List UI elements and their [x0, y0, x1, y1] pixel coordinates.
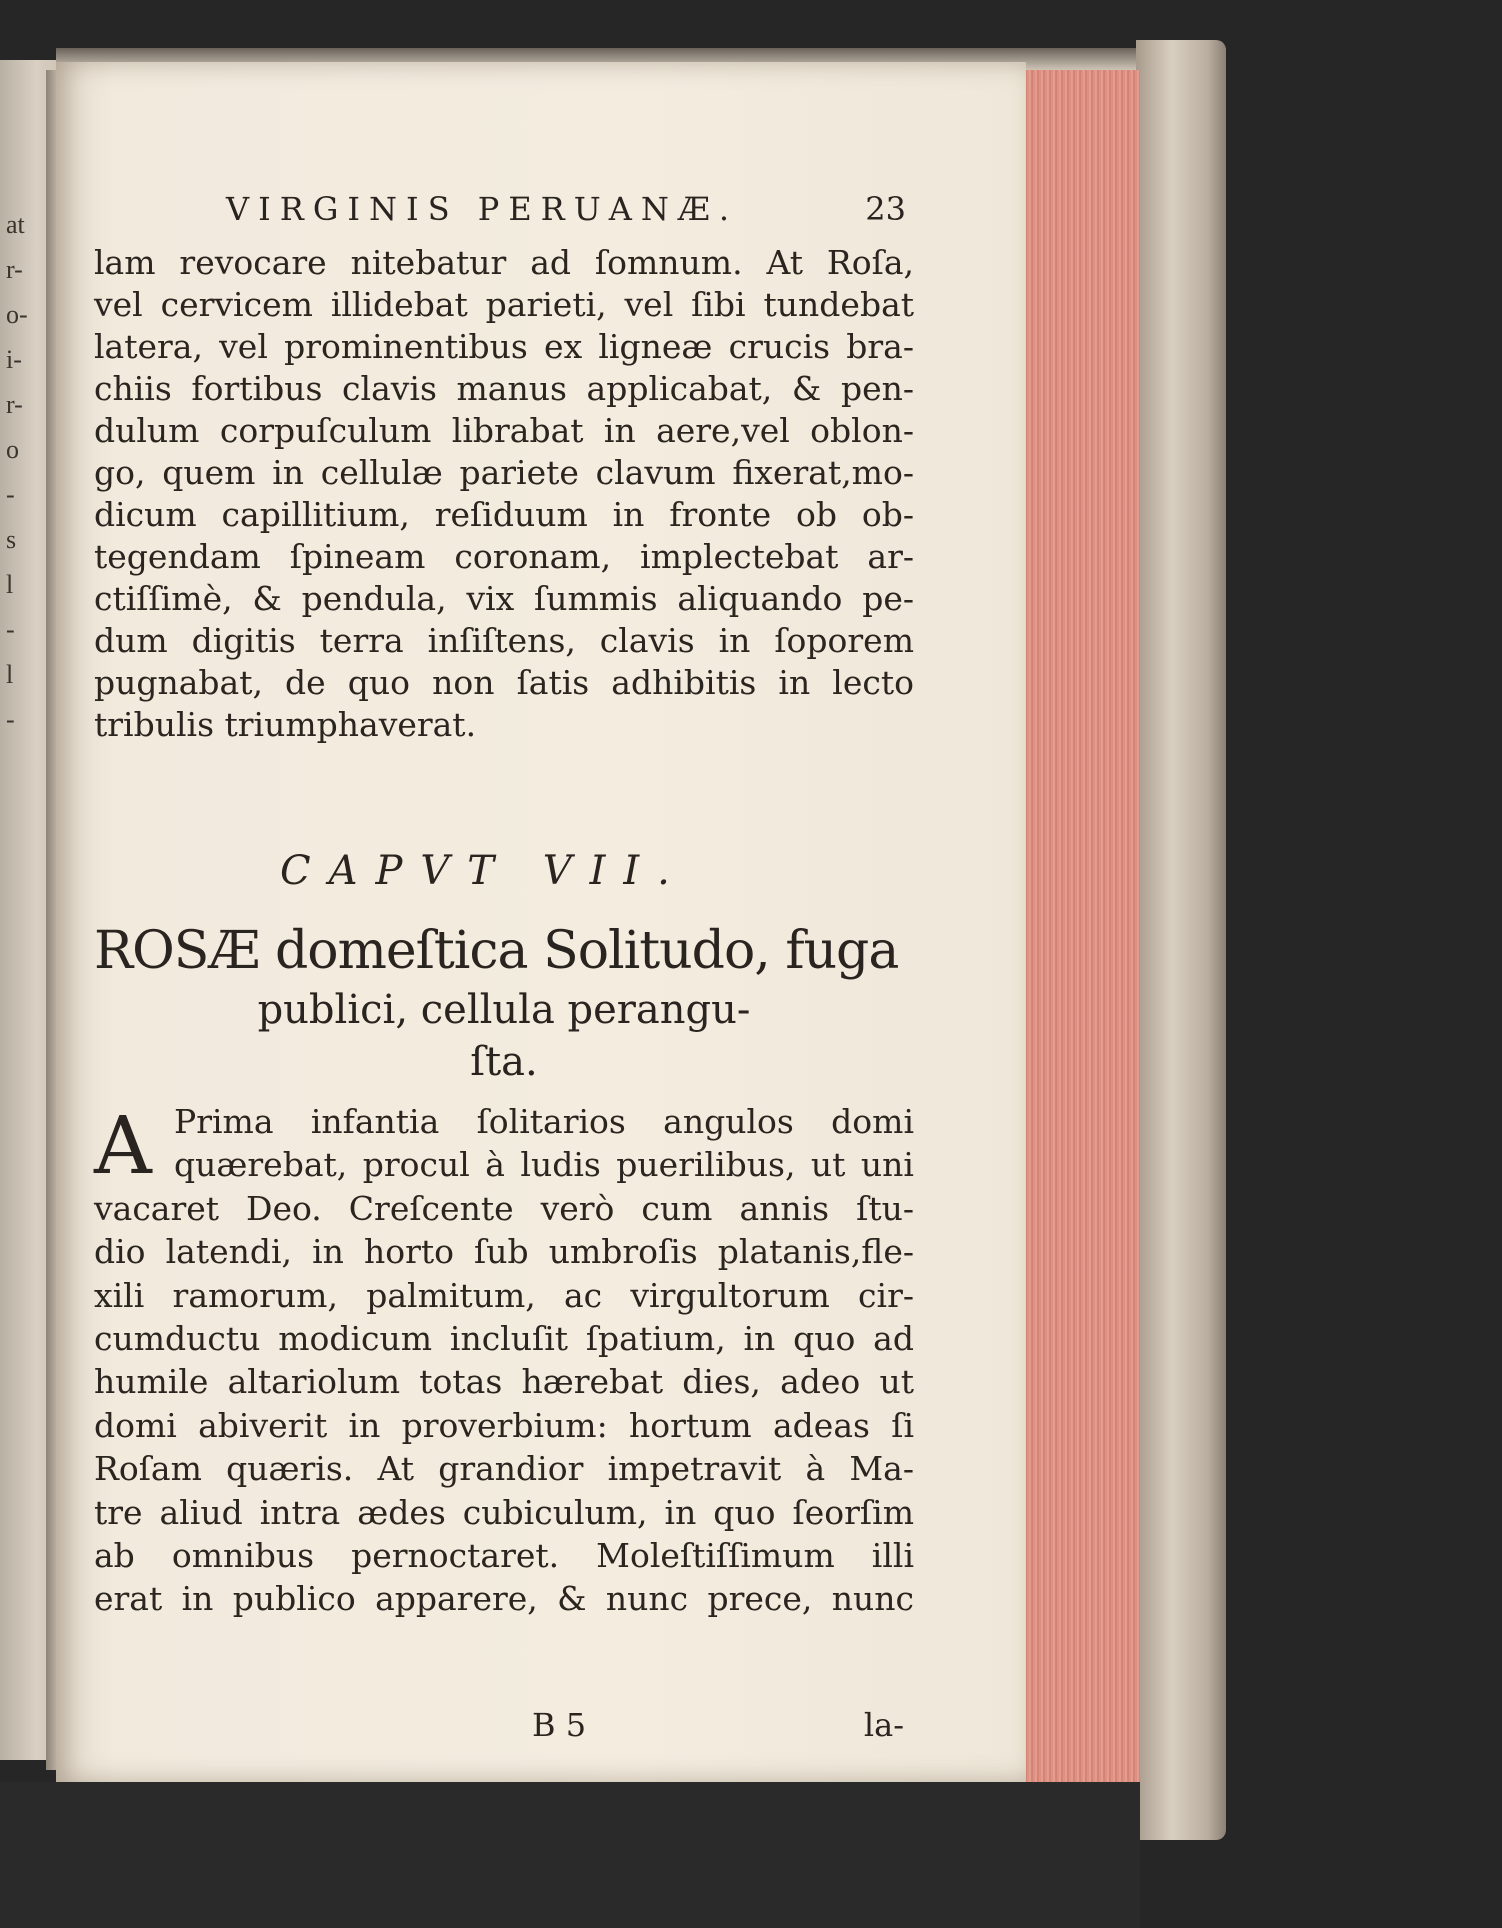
paragraph-1 [94, 242, 914, 746]
page-number: 23 [865, 190, 906, 228]
text-line: lam revocare nitebatur ad ſomnum. At Roſa, [94, 243, 914, 282]
text-line: domi abiverit in proverbium: hortum adeas ſi [94, 1405, 914, 1445]
fragment: o- [6, 300, 28, 329]
text-line: vel cervicem illidebat parieti, vel ſibi tundebat [94, 285, 914, 324]
text-line: tre aliud intra ædes cubiculum, in quo ſeorſim [94, 1492, 914, 1532]
chapter-number: CAPVT VII. [280, 848, 688, 894]
fragment: at [6, 210, 25, 239]
heading-line: ſta. [470, 1039, 538, 1085]
text-line: dum digitis terra inſiſtens, clavis in ſoporem [94, 621, 914, 660]
fragment: r- [6, 390, 23, 419]
paragraph-2 [94, 1100, 914, 1621]
red-fore-edge [1022, 70, 1140, 1790]
running-head-title: VIRGINIS PERUANÆ. [226, 190, 739, 228]
text-line: dio latendi, in horto ſub umbroſis platanis,fle- [94, 1232, 914, 1272]
page-footer [94, 1706, 914, 1750]
text-line: chiis fortibus clavis manus applicabat, & pen- [94, 369, 914, 408]
fragment: r- [6, 255, 23, 284]
running-head [226, 190, 906, 238]
text-line: ctiſſimè, & pendula, vix ſummis aliquando pe- [94, 579, 914, 618]
fragment: l [6, 660, 14, 689]
fragment: s [6, 525, 17, 554]
heading-line: publici, cellula perangu- [257, 987, 751, 1033]
text-line: Roſam quæris. At grandior impetravit à Ma- [94, 1449, 914, 1489]
fragment: i- [6, 345, 22, 374]
catchword: la- [863, 1706, 904, 1744]
book-cover-edge [1136, 40, 1226, 1840]
bottom-background [0, 1782, 1140, 1928]
fragment: l [6, 570, 14, 599]
text-line: tribulis triumphaverat. [94, 705, 477, 744]
text-line: vacaret Deo. Creſcente verò cum annis ſtu- [94, 1188, 914, 1228]
text-line: xili ramorum, palmitum, ac virgultorum cir- [94, 1275, 914, 1315]
text-line: cumductu modicum incluſit ſpatium, in quo ad [94, 1319, 914, 1359]
fragment: - [6, 480, 15, 509]
text-line: humile altariolum totas hærebat dies, adeo ut [94, 1362, 914, 1402]
text-line: dicum capillitium, reſiduum in fronte ob ob- [94, 495, 914, 534]
text-line: dulum corpuſculum librabat in aere,vel oblon- [94, 411, 914, 450]
signature-mark: B 5 [532, 1706, 587, 1744]
text-line: Prima infantia ſolitarios angulos domi [174, 1102, 914, 1141]
drop-cap: A [94, 1099, 152, 1192]
fragment: - [6, 615, 15, 644]
heading-line: ROSÆ domeſtica Solitudo, fuga [94, 921, 899, 981]
text-line: latera, vel prominentibus ex ligneæ crucis bra- [94, 327, 914, 366]
text-line: pugnabat, de quo non ſatis adhibitis in lecto [94, 663, 914, 702]
fragment: o [6, 435, 19, 464]
text-line: quærebat, procul à ludis puerilibus, ut uni [174, 1145, 914, 1185]
text-line: tegendam ſpineam coronam, implectebat ar- [94, 537, 914, 576]
text-line: erat in publico apparere, & nunc prece, nunc [94, 1579, 914, 1619]
chapter-heading [94, 918, 914, 1088]
text-line: ab omnibus pernoctaret. Moleſtiſſimum illi [94, 1536, 914, 1576]
fragment: - [6, 705, 15, 734]
text-line: go, quem in cellulæ pariete clavum fixerat,mo- [94, 453, 914, 492]
